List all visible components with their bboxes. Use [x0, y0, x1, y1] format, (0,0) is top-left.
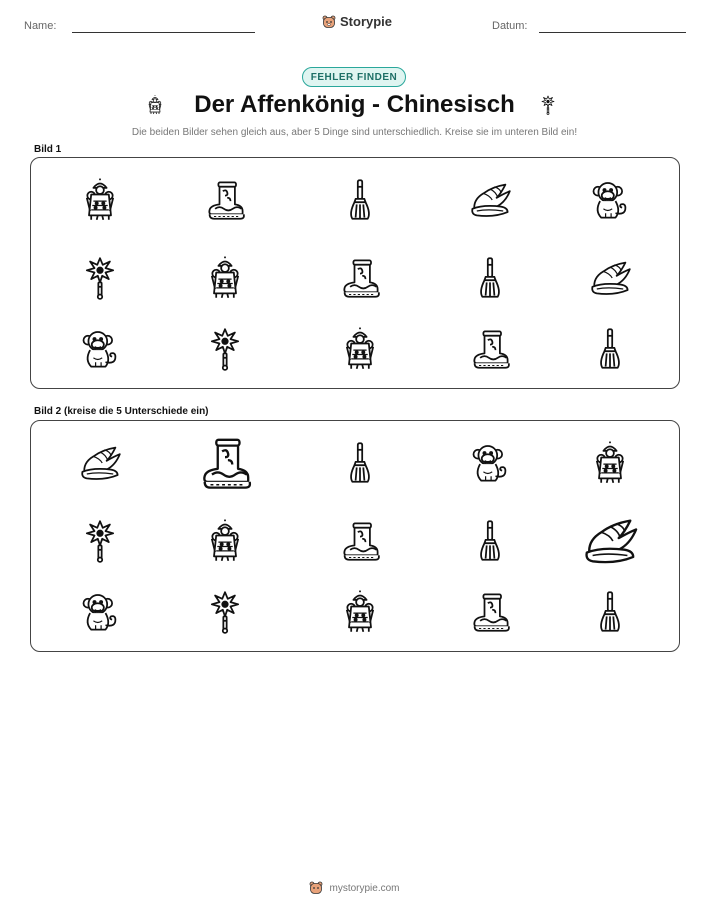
bear-logo-icon — [322, 15, 336, 29]
footer — [0, 881, 709, 895]
brush-icon — [588, 327, 632, 371]
monkey-icon — [588, 178, 632, 222]
warrior-icon — [338, 327, 382, 371]
staff-icon — [78, 256, 122, 300]
boot-icon[interactable] — [338, 519, 382, 563]
name-label: Name: — [24, 20, 57, 32]
page-title: Der Affenkönig - Chinesisch — [194, 91, 515, 118]
crown-icon[interactable] — [78, 441, 122, 485]
brand-logo — [322, 14, 392, 29]
boot-icon[interactable] — [468, 590, 512, 634]
staff-icon[interactable] — [78, 519, 122, 563]
brush-icon[interactable] — [468, 519, 512, 563]
date-label: Datum: — [492, 20, 528, 32]
crown-icon — [468, 178, 512, 222]
brush-icon[interactable] — [338, 441, 382, 485]
task-type-badge: FEHLER FINDEN — [302, 67, 406, 87]
staff-title-icon — [538, 92, 558, 118]
footer-url: mystorypie.com — [329, 882, 400, 894]
brush-icon[interactable] — [588, 590, 632, 634]
warrior-icon — [203, 256, 247, 300]
name-field-line[interactable] — [72, 32, 255, 33]
boot-icon — [468, 327, 512, 371]
warrior-icon[interactable] — [338, 590, 382, 634]
monkey-icon[interactable] — [78, 590, 122, 634]
boot-icon — [338, 256, 382, 300]
crown-icon — [588, 256, 632, 300]
picture-1-label: Bild 1 — [34, 144, 62, 155]
brand-name: Storypie — [340, 14, 393, 29]
crown-icon[interactable] — [581, 512, 639, 570]
monkey-icon — [78, 327, 122, 371]
staff-icon — [203, 327, 247, 371]
staff-icon[interactable] — [203, 590, 247, 634]
warrior-icon[interactable] — [203, 519, 247, 563]
brush-icon — [338, 178, 382, 222]
warrior-icon[interactable] — [588, 441, 632, 485]
picture-2-label: Bild 2 (kreise die 5 Unterschiede ein) — [34, 406, 209, 417]
warrior-icon — [78, 178, 122, 222]
brush-icon — [468, 256, 512, 300]
boot-icon[interactable] — [196, 434, 254, 492]
bear-logo-icon — [309, 881, 323, 895]
boot-icon — [203, 178, 247, 222]
monkey-icon[interactable] — [468, 441, 512, 485]
date-field-line[interactable] — [539, 32, 686, 33]
instructions: Die beiden Bilder sehen gleich aus, aber 5 Dinge sind unterschiedlich. Kreise sie im unteren Bild ein! — [131, 127, 578, 138]
